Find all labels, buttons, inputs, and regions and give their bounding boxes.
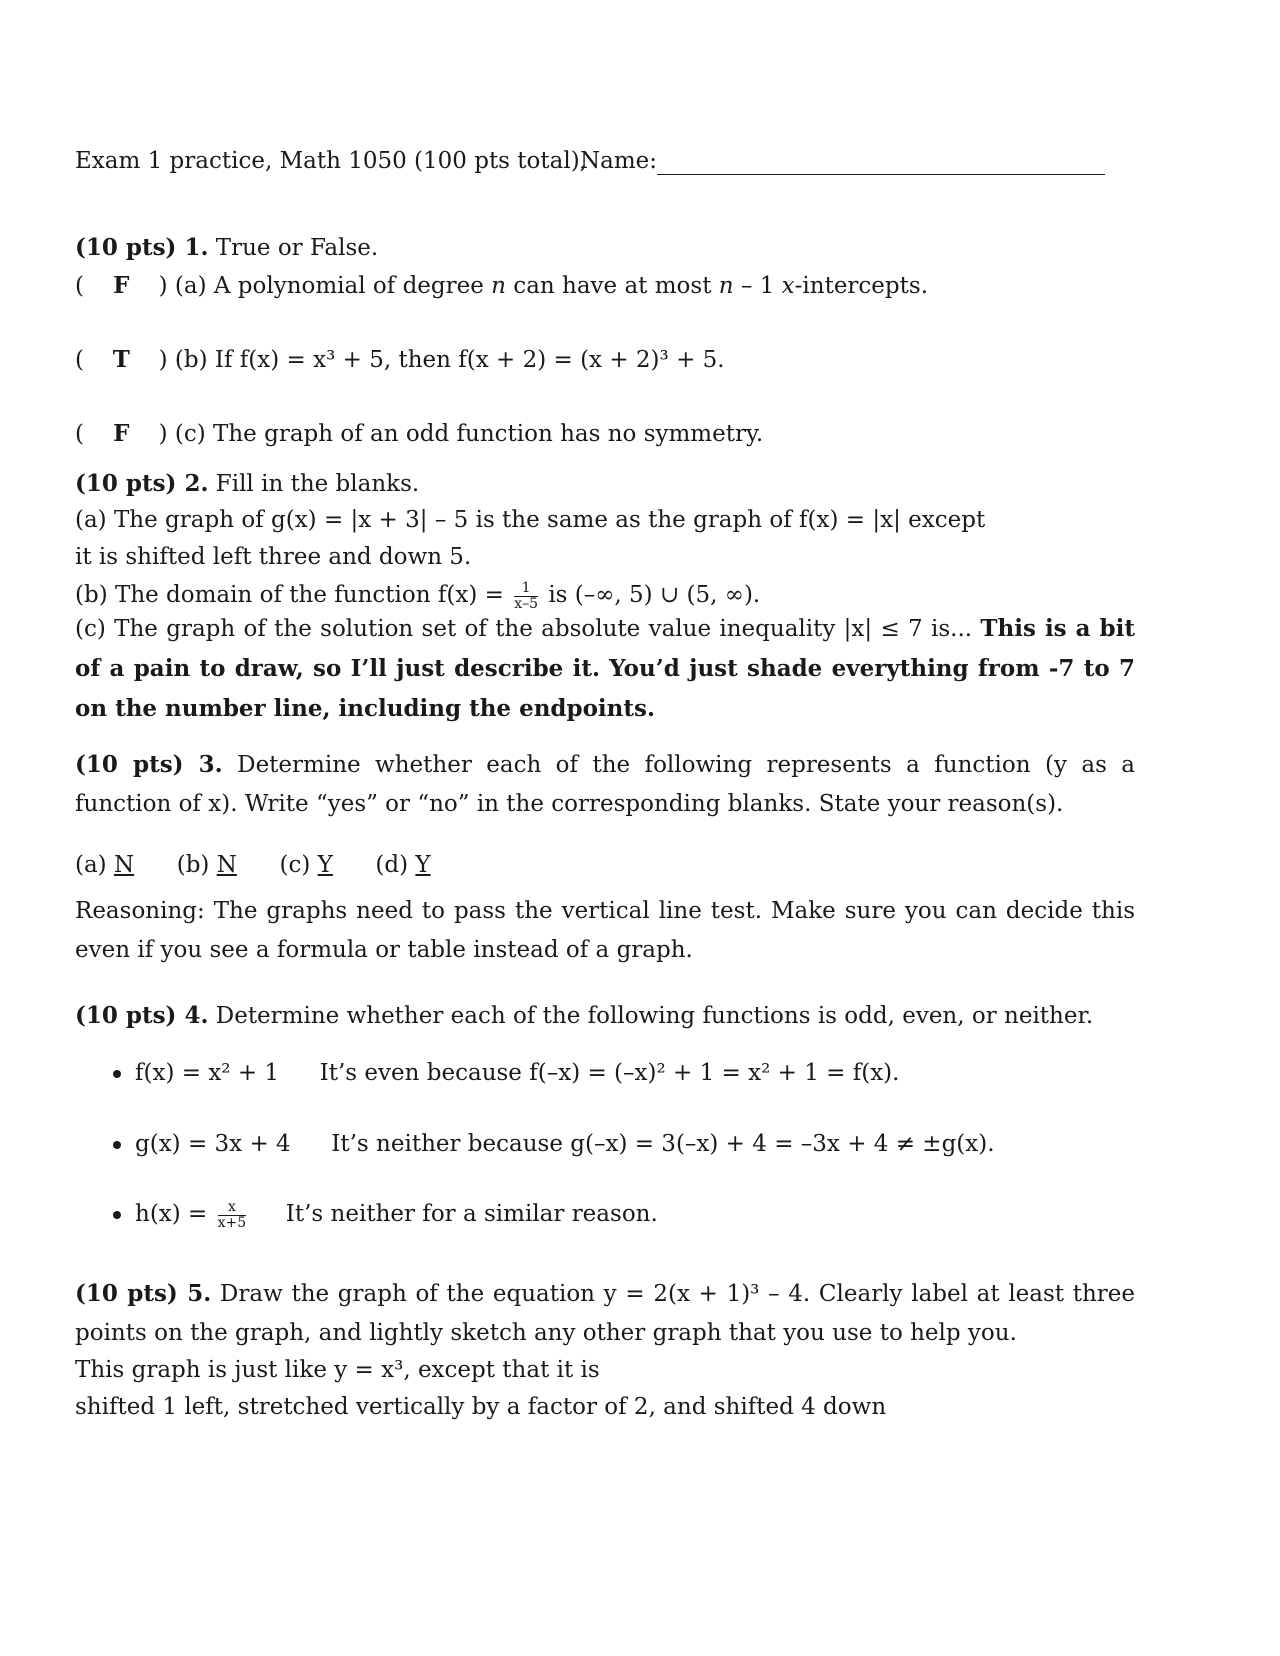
fraction-denominator: x+5	[217, 1214, 247, 1231]
q3-heading	[75, 745, 1135, 824]
q1-text-d: -intercepts.	[794, 273, 929, 299]
fraction-denominator: x–5	[514, 595, 539, 612]
q1-var-n1: n	[491, 273, 506, 299]
q4-points: (10 pts) 4.	[75, 1002, 209, 1029]
q3-answers	[75, 852, 431, 878]
q2-b	[75, 581, 760, 611]
q3-answer-d: (d) Y	[375, 852, 431, 878]
q2-prompt: Fill in the blanks.	[215, 471, 420, 497]
q3-answer-b: (b) N	[176, 852, 237, 878]
fraction-numerator: 1	[514, 581, 538, 597]
q1-text-a: ) (a) A polynomial of degree	[158, 273, 492, 299]
q1-answer-b: T	[112, 346, 130, 373]
q2-heading	[75, 470, 419, 497]
open-paren: (	[75, 421, 84, 447]
q1-var-x: x	[781, 273, 795, 299]
q2-b-suffix: is (–∞, 5) ∪ (5, ∞).	[541, 582, 761, 609]
q1-answer-a: F	[113, 272, 130, 299]
q1-item-b-text: ) (b) If f(x) = x³ + 5, then f(x + 2) = (x + 2)³ + 5.	[158, 347, 725, 373]
q3-prompt: Determine whether each of the following represents a function (y as a function of x). Write “yes” or “no” in the corresponding blanks. State your reason(s).	[75, 752, 1136, 817]
q4-h-fraction	[218, 1200, 247, 1230]
q5-prompt: Draw the graph of the equation y = 2(x + 1)³ – 4. Clearly label at least three points on the graph, and lightly sketch any other graph that you use to help you.	[75, 1281, 1136, 1346]
fraction-numerator: x	[218, 1200, 247, 1216]
q2-a-line1: (a) The graph of g(x) = |x + 3| – 5 is the same as the graph of f(x) = |x| except	[75, 507, 986, 533]
bullet-icon	[113, 1070, 121, 1078]
q1-prompt: True or False.	[215, 235, 379, 261]
q4-explain-h: It’s neither for a similar reason.	[285, 1201, 658, 1228]
q5-line1: This graph is just like y = x³, except that it is	[75, 1357, 600, 1383]
open-paren: (	[75, 273, 84, 299]
q4-item-h	[113, 1200, 658, 1230]
q3-answer-a: (a) N	[75, 852, 135, 878]
q5-line2: shifted 1 left, stretched vertically by a factor of 2, and shifted 4 down	[75, 1394, 887, 1420]
q2-c	[75, 609, 1135, 729]
q4-func-g: g(x) = 3x + 4	[135, 1131, 291, 1157]
q4-item-g	[113, 1131, 995, 1157]
q4-item-f	[113, 1060, 899, 1086]
q5-points: (10 pts) 5.	[75, 1280, 212, 1307]
q1-item-b	[75, 346, 725, 373]
q4-heading	[75, 1002, 1093, 1029]
q4-func-h: h(x) =	[135, 1201, 215, 1228]
q3-points: (10 pts) 3.	[75, 751, 223, 778]
q1-heading	[75, 234, 378, 261]
q5-heading	[75, 1274, 1135, 1353]
q1-item-a	[75, 272, 928, 299]
q2-a-line2: it is shifted left three and down 5.	[75, 544, 472, 570]
q2-c-text: (c) The graph of the solution set of the absolute value inequality |x| ≤ 7 is...	[75, 616, 981, 642]
q2-b-prefix: (b) The domain of the function f(x) =	[75, 582, 512, 609]
name-blank-line	[657, 174, 1105, 175]
q1-var-n2: n	[718, 273, 734, 299]
q4-func-f: f(x) = x² + 1	[135, 1060, 280, 1086]
q4-explain-g: It’s neither because g(–x) = 3(–x) + 4 = –3x + 4 ≠ ±g(x).	[331, 1131, 995, 1157]
q3-reasoning: Reasoning: The graphs need to pass the vertical line test. Make sure you can decide this even if you see a formula or table instead of a graph.	[75, 898, 1135, 963]
bullet-icon	[113, 1141, 121, 1149]
q1-item-c	[75, 420, 763, 447]
q1-answer-c: F	[113, 420, 130, 447]
name-label: Name:	[580, 148, 658, 174]
q1-points: (10 pts) 1.	[75, 234, 209, 261]
q1-text-b: can have at most	[506, 273, 719, 299]
q2-c-answer: This is a bit of a pain to draw, so I’ll just describe it. You’d just shade everything from -7 to 7 on the number line, including the endpoints.	[75, 615, 1135, 722]
q4-explain-f: It’s even because f(–x) = (–x)² + 1 = x² + 1 = f(x).	[319, 1060, 900, 1086]
bullet-icon	[113, 1211, 121, 1219]
q4-prompt: Determine whether each of the following functions is odd, even, or neither.	[215, 1003, 1094, 1029]
exam-title: Exam 1 practice, Math 1050 (100 pts total),	[75, 148, 587, 174]
q2-points: (10 pts) 2.	[75, 470, 209, 497]
open-paren: (	[75, 347, 84, 373]
q1-item-c-text: ) (c) The graph of an odd function has no symmetry.	[158, 421, 764, 447]
q2-b-fraction	[514, 581, 538, 611]
q1-text-c: – 1	[733, 273, 782, 299]
q3-answer-c: (c) Y	[279, 852, 333, 878]
